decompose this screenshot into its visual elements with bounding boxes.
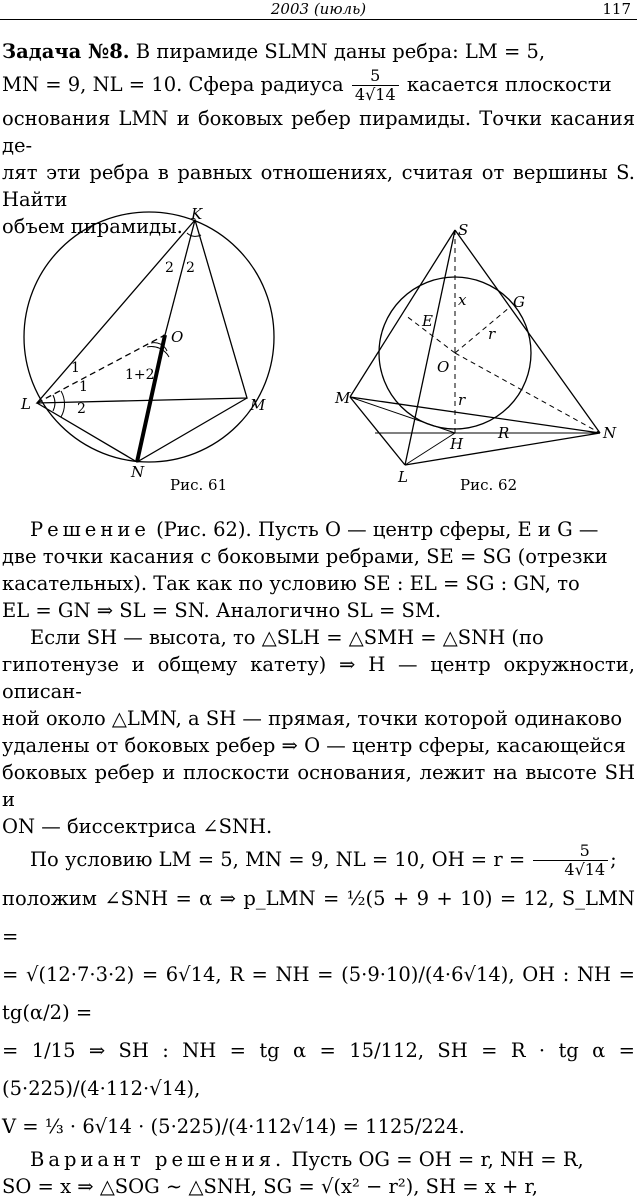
- solution-line-12: положим ∠SNH = α ⇒ p_LMN = ½(5 + 9 + 10) = 12, S_LMN =: [2, 887, 635, 948]
- angle-arc-l2: [61, 391, 64, 417]
- problem-line-1: В пирамиде SLMN даны ребра: LM = 5,: [135, 40, 546, 63]
- edge-mn: [350, 397, 600, 433]
- triangle-lnm: [37, 398, 247, 462]
- angle-label-k-left: 2: [165, 260, 174, 276]
- label-x: x: [458, 291, 467, 309]
- solution-line-13: = √(12·7·3·2) = 6√14, R = NH = (5·9·10)/(4·6√14), OH : NH = tg(α/2) =: [2, 963, 635, 1024]
- figure-62: [330, 215, 630, 490]
- caption-fig-61: Рис. 61: [170, 476, 228, 494]
- solution-line-6: гипотенузе и общему катету) ⇒ H — центр окружности, описан-: [2, 653, 635, 703]
- solution-heading: Решение: [30, 518, 150, 541]
- circumcircle: [24, 212, 274, 462]
- solution-line-10: ON — биссектриса ∠SNH.: [2, 815, 273, 838]
- angle-label-2: 2: [77, 401, 86, 417]
- solution-line-8: удалены от боковых ребер ⇒ O — центр сферы, касающейся: [2, 734, 626, 757]
- edge-ml: [350, 397, 405, 465]
- label-m: M: [335, 389, 351, 407]
- problem-line-3: основания LMN и боковых ребер пирамиды. Точки касания де-: [2, 107, 635, 157]
- radius-og: [455, 307, 510, 353]
- bisector-on: [455, 353, 600, 433]
- label-l: L: [398, 468, 408, 486]
- variant-heading: Вариант решения.: [30, 1148, 286, 1171]
- label-n: N: [603, 424, 617, 442]
- header-rule: [0, 19, 637, 20]
- problem-line-2b: касается плоскости: [406, 73, 612, 96]
- solution-line-7: ной около △LMN, а SH — прямая, точки которой одинаково: [2, 707, 623, 730]
- solution-line-1: (Рис. 62). Пусть O — центр сферы, E и G —: [156, 518, 599, 541]
- label-m: M: [250, 396, 266, 414]
- solution-line-14: = 1/15 ⇒ SH : NH = tg α = 15/112, SH = R · tg α = (5·225)/(4·112·√14),: [2, 1039, 635, 1100]
- solution-line-5: Если SH — высота, то △SLH = △SMH = △SNH (по: [30, 626, 544, 649]
- solution-line-4: EL = GN ⇒ SL = SN. Аналогично SL = SM.: [2, 599, 442, 622]
- label-l: L: [21, 395, 31, 413]
- problem-line-4: лят эти ребра в равных отношениях, считая от вершины S. Найти: [2, 161, 635, 211]
- caption-fig-62: Рис. 62: [460, 476, 518, 494]
- solution-line-11: По условию LM = 5, MN = 9, NL = 10, OH = r =: [30, 848, 526, 871]
- solution-block: Решение (Рис. 62). Пусть O — центр сферы, E и G — две точки касания с боковыми ребрами, SE = SG (отрезки касательных). Так как по условию SE : EL = SG : GN, то EL = GN ⇒ SL = SN. Аналогично SL = SM. Если SH — высота, то △SLH = △SMH = △SNH (по гипотенузе и общему катету) ⇒ H — центр окружности, описан- ной около △LMN, а SH — прямая, точки которой одинаково удалены от боковых ребер ⇒ O — центр сферы, касающейся боковых ребер и плоскости основания, лежит на высоте SH и ON — биссектриса ∠SNH. По условию LM = 5, MN = 9, NL = 10, OH = r = $\frac{5}{4√14}$ ; положим ∠SNH = α ⇒ p_LMN = ½(5 + 9 + 10) = 12, S_LMN = = √(12·7·3·2) = 6√14, R = NH = (5·9·10)/(4·6√14), OH : NH = tg(α/2) = = 1/15 ⇒ SH : NH = tg α = 15/112, SH = R · tg α = (5·225)/(4·112·√14), V = ⅓ · 6√14 · (5·225)/(4·112√14) = 1125/224. Вариант решения. Пусть OG = OH = r, NH = R, SO = x ⇒ △SOG ∼ △SNH, SG = √(x² − r²), SH = x + r,: [2, 518, 635, 1198]
- running-head: 2003 (июль): [270, 0, 367, 18]
- solution-line-2: две точки касания с боковыми ребрами, SE = SG (отрезки: [2, 545, 608, 568]
- label-r-big: R: [498, 424, 510, 442]
- label-n: N: [131, 463, 145, 481]
- solution-line-15: V = ⅓ · 6√14 · (5·225)/(4·112√14) = 1125/224.: [2, 1115, 465, 1138]
- segment-on: [137, 335, 165, 462]
- label-o: O: [437, 358, 450, 376]
- label-k: K: [191, 205, 203, 223]
- angle-label-sum: 1+2: [125, 367, 155, 383]
- angle-label-1a: 1: [71, 360, 80, 376]
- page-header: [0, 0, 637, 22]
- solution-line-16: Пусть OG = OH = r, NH = R,: [291, 1148, 584, 1171]
- label-h: H: [450, 435, 464, 453]
- label-r-upper: r: [488, 325, 496, 343]
- radius-fraction: $\frac{5}{4√14}$: [352, 67, 399, 104]
- label-r-lower: r: [458, 391, 466, 409]
- page-number: 117: [602, 0, 631, 18]
- label-o: O: [171, 328, 184, 346]
- solution-line-3: касательных). Так как по условию SE : EL = SG : GN, то: [2, 572, 580, 595]
- oh-fraction: $\frac{5}{4√14}$: [533, 842, 608, 879]
- edge-sn: [455, 230, 600, 433]
- problem-line-2a: MN = 9, NL = 10. Сфера радиуса: [2, 73, 344, 96]
- problem-label: Задача №8.: [2, 40, 130, 63]
- label-s: S: [458, 221, 469, 239]
- angle-label-1b: 1: [79, 379, 88, 395]
- label-g: G: [513, 293, 525, 311]
- figure-61: [15, 205, 280, 495]
- problem-line-5: объем пирамиды.: [2, 215, 183, 238]
- seg-lh: [405, 433, 455, 465]
- solution-line-9: боковых ребер и плоскости основания, лежит на высоте SH и: [2, 761, 635, 811]
- angle-label-k-right: 2: [186, 260, 195, 276]
- label-e: E: [422, 312, 433, 330]
- solution-line-17: SO = x ⇒ △SOG ∼ △SNH, SG = √(x² − r²), SH = x + r,: [2, 1175, 538, 1198]
- seg-mh: [350, 397, 455, 433]
